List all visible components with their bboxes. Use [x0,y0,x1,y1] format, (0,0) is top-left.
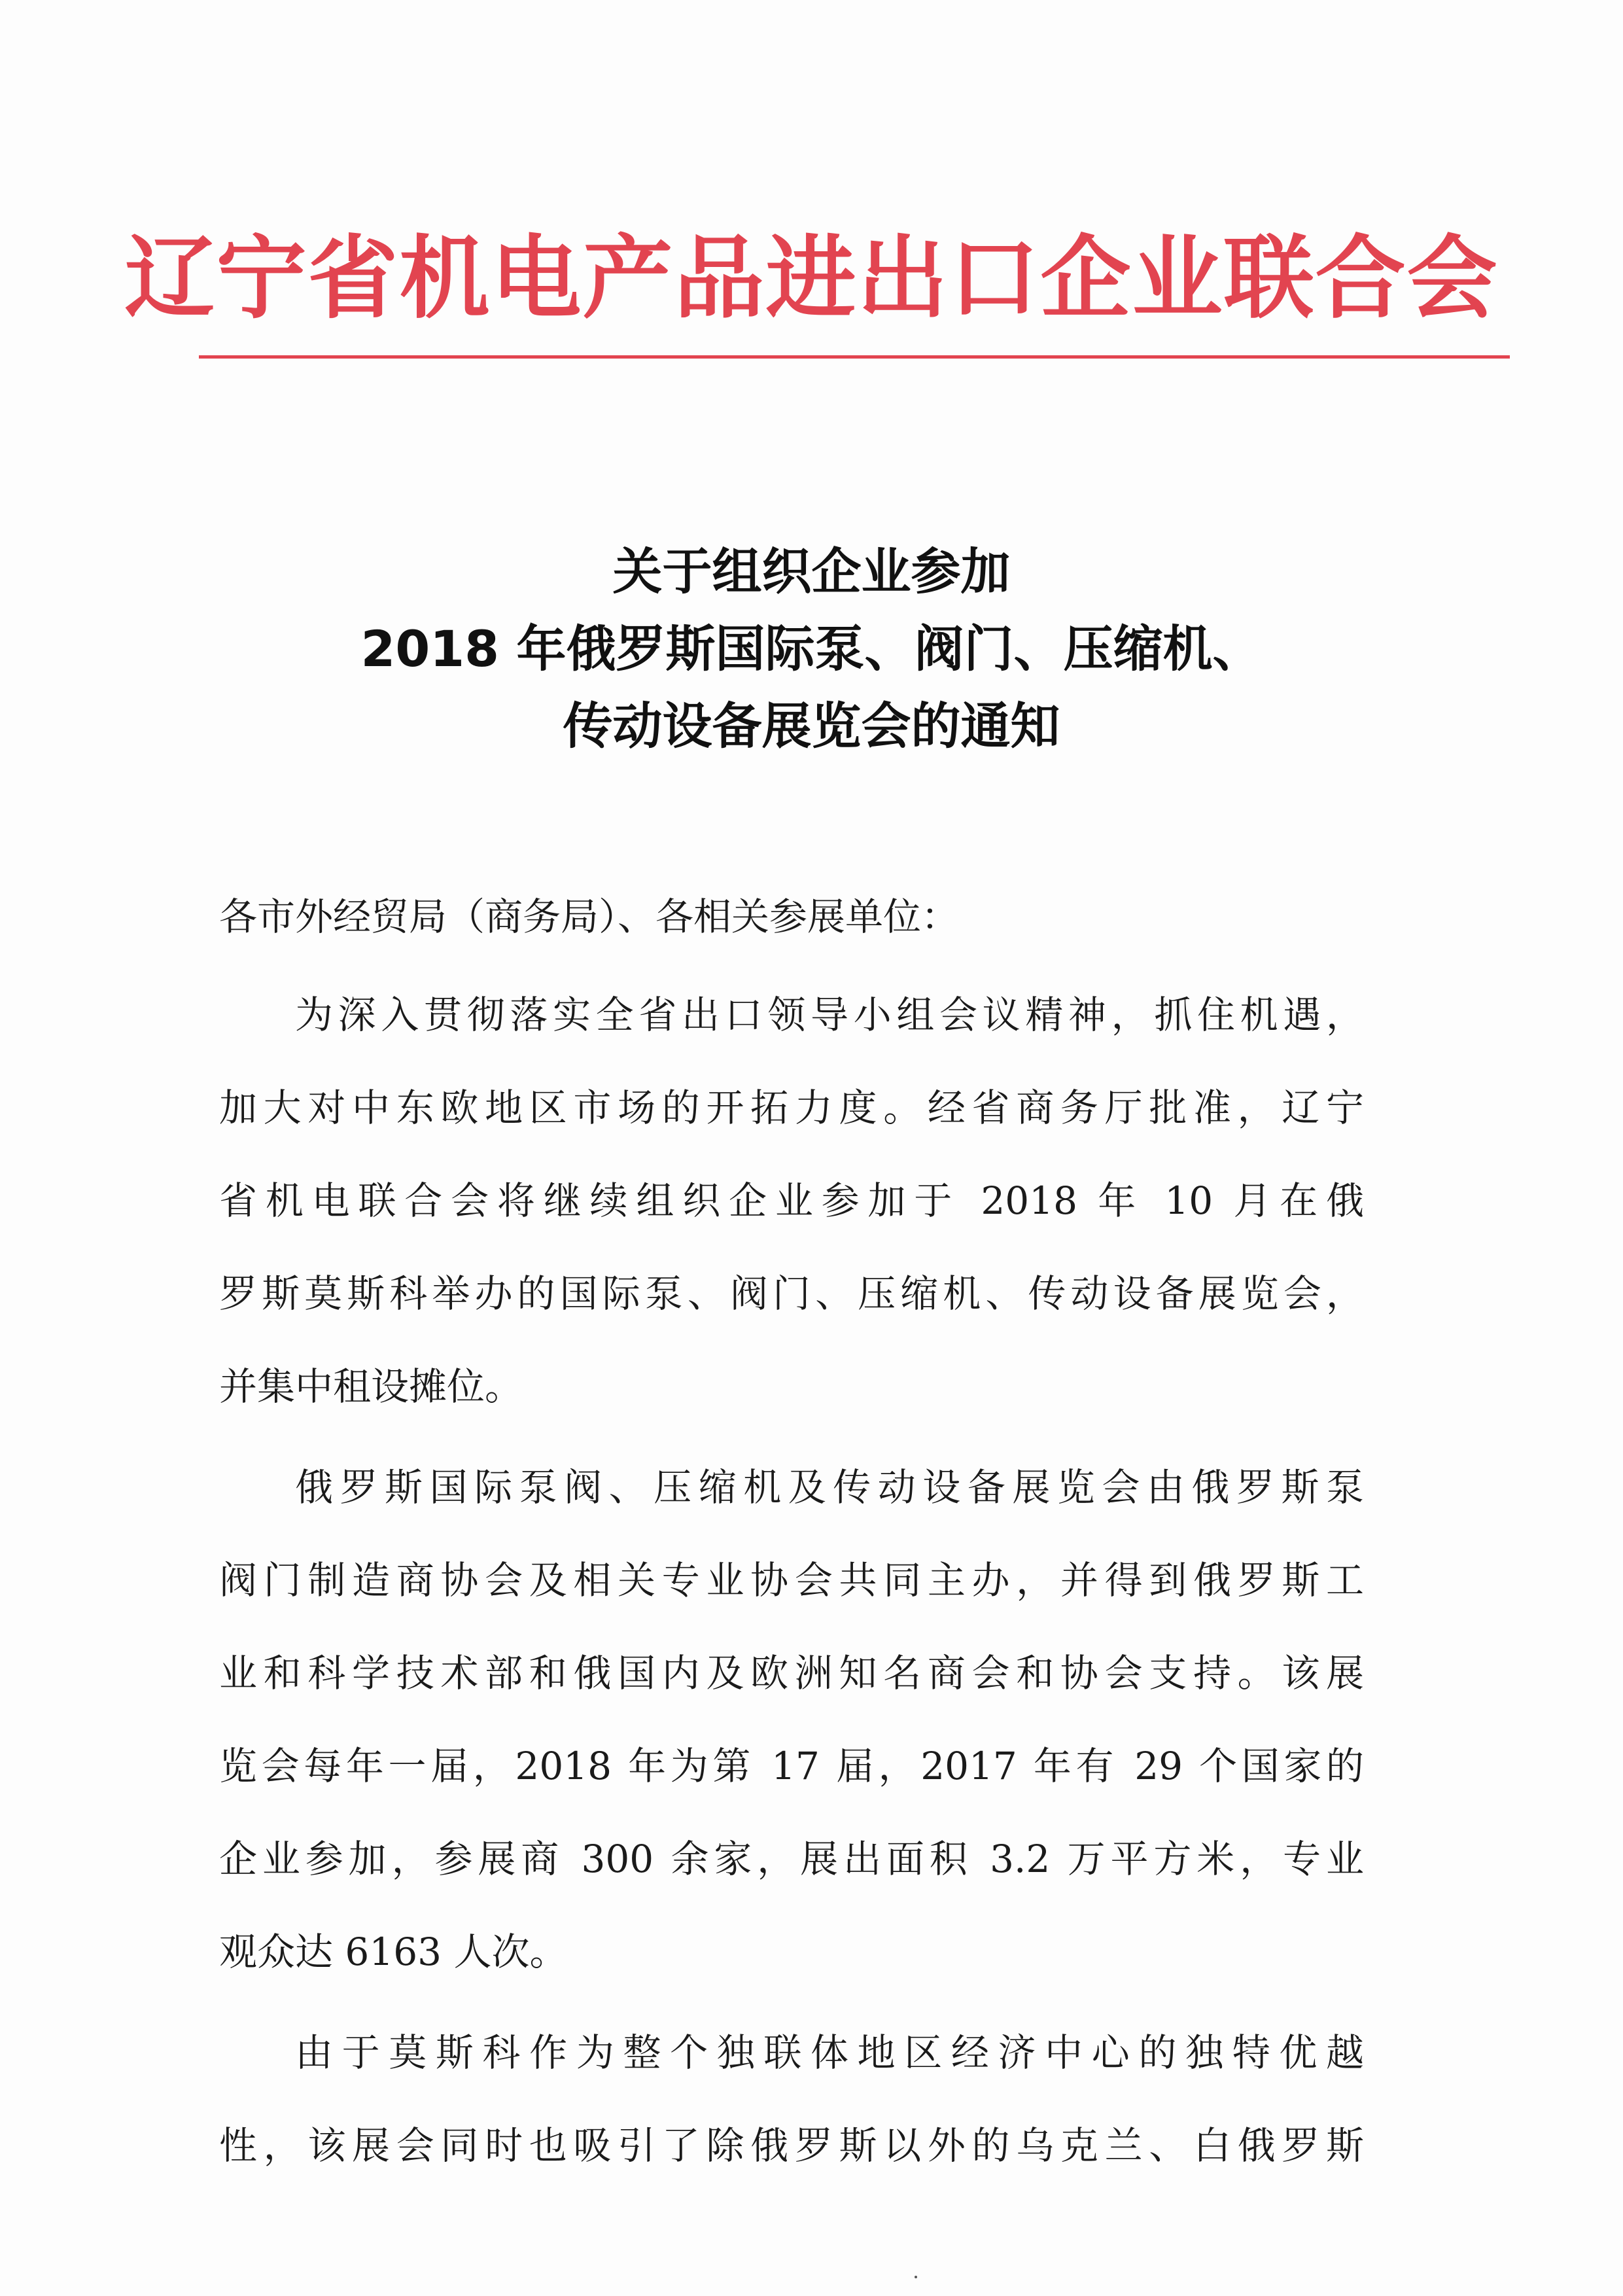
paragraph-3 [219,2006,1364,2192]
paragraph-2 [219,1441,1364,1998]
title-line-1: 关于组织企业参加 [612,542,1011,601]
paragraph-line: 览会每年一届，2018 年为第 17 届，2017 年有 29 个国家的 [219,1744,1364,1788]
paragraph-line: 加大对中东欧地区市场的开拓力度。经省商务厅批准，辽宁 [219,1086,1364,1130]
paragraph-line: 观众达 6163 人次。 [219,1930,568,1974]
paragraph-line: 省机电联合会将继续组织企业参加于 2018 年 10 月在俄 [219,1178,1364,1223]
scan-speck [915,2276,917,2278]
title-line-3: 传动设备展览会的通知 [563,697,1060,755]
letterhead-red-rule [199,355,1510,359]
paragraph-line: 阀门制造商协会及相关专业协会共同主办，并得到俄罗斯工 [219,1558,1364,1602]
paragraph-line: 俄罗斯国际泵阀、压缩机及传动设备展览会由俄罗斯泵 [295,1465,1364,1510]
salutation: 各市外经贸局（商务局）、各相关参展单位： [219,894,960,939]
document-title [0,533,1623,765]
paragraph-line: 业和科学技术部和俄国内及欧洲知名商会和协会支持。该展 [219,1651,1364,1695]
paragraph-line: 由于莫斯科作为整个独联体地区经济中心的独特优越 [295,2030,1364,2075]
document-body [219,870,1364,2200]
paragraph-line: 并集中租设摊位。 [219,1364,523,1409]
letterhead-org-name: 辽宁省机电产品进出口企业联合会 [124,224,1499,331]
paragraph-1 [219,968,1364,1433]
paragraph-line: 罗斯莫斯科举办的国际泵、阀门、压缩机、传动设备展览会， [219,1271,1364,1316]
paragraph-line: 性，该展会同时也吸引了除俄罗斯以外的乌克兰、白俄罗斯 [219,2123,1364,2168]
title-line-2: 2018 年俄罗斯国际泵、阀门、压缩机、 [360,620,1263,678]
paragraph-line: 企业参加，参展商 300 余家，展出面积 3.2 万平方米，专业 [219,1837,1364,1881]
paragraph-line: 为深入贯彻落实全省出口领导小组会议精神，抓住机遇， [295,993,1364,1037]
